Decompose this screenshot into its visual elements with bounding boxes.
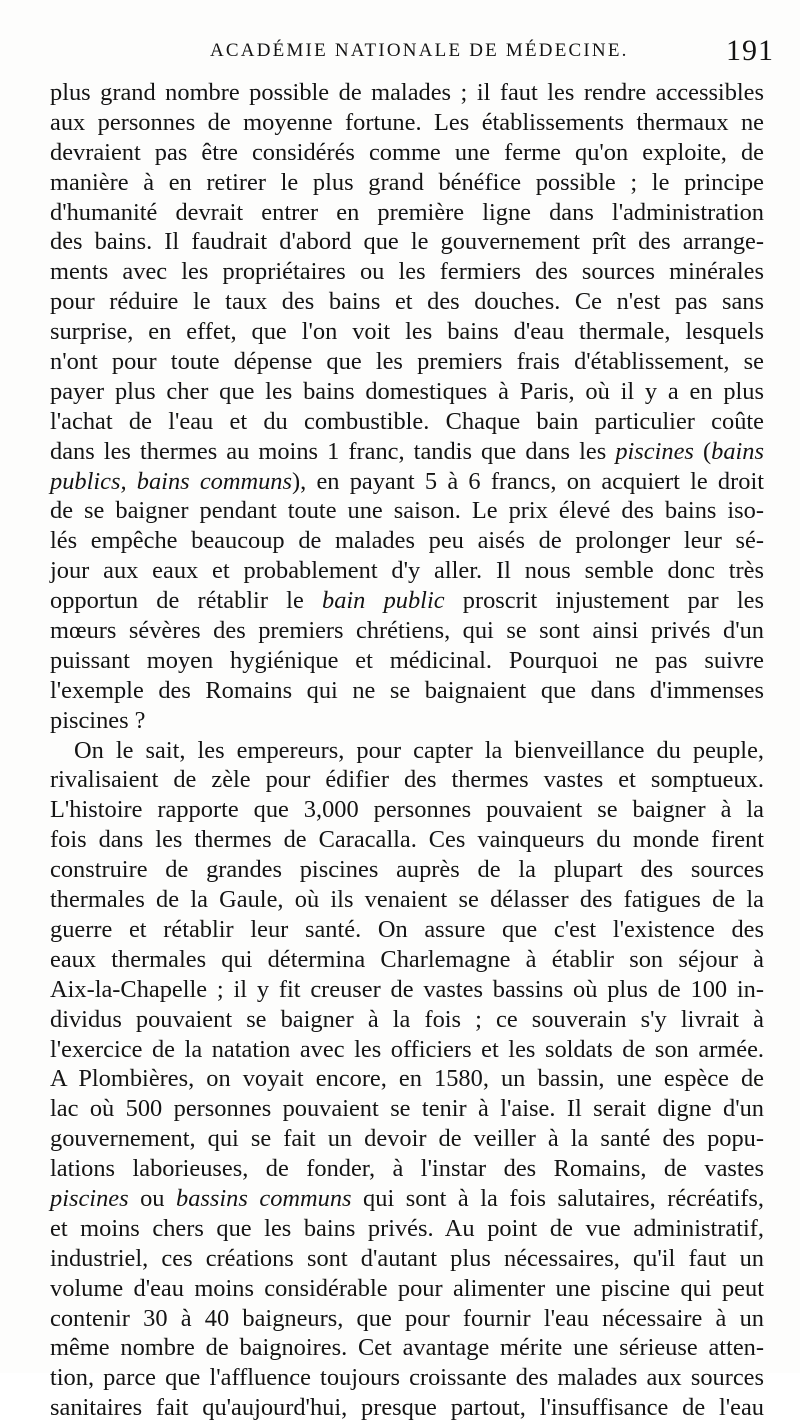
text-line: surprise, en effet, que l'on voit les bains d'eau thermale, lesquels <box>50 318 764 346</box>
text-line: piscines ou bassins communs qui sont à la fois salutaires, récréatifs, <box>50 1184 765 1212</box>
text-line: construire de grandes piscines auprès de la plupart des sources <box>50 856 764 884</box>
text-line: lac où 500 personnes pouvaient se tenir à l'aise. Il serait digne d'un <box>50 1095 764 1123</box>
text-line: manière à en retirer le plus grand bénéfice possible ; le principe <box>50 168 764 196</box>
text-line: jour aux eaux et probablement d'y aller. Il nous semble donc très <box>50 557 764 585</box>
text-line: volume d'eau moins considérable pour alimenter une piscine qui peut <box>50 1274 764 1302</box>
page-header <box>0 34 800 74</box>
text-line: puissant moyen hygiénique et médicinal. Pourquoi ne pas suivre <box>50 646 764 674</box>
text-line: mœurs sévères des premiers chrétiens, qui se sont ainsi privés d'un <box>50 617 764 645</box>
text-line: ments avec les propriétaires ou les fermiers des sources minérales <box>50 258 764 286</box>
text-line: Aix-la-Chapelle ; il y fit creuser de vastes bassins où plus de 100 in- <box>50 975 764 1003</box>
body-text <box>50 78 764 1423</box>
text-line: contenir 30 à 40 baigneurs, que pour fournir l'eau nécessaire à un <box>50 1304 764 1332</box>
text-line: de se baigner pendant toute une saison. Le prix élevé des bains iso- <box>50 497 764 525</box>
text-line: publics, bains communs), en payant 5 à 6 francs, on acquiert le droit <box>50 467 764 495</box>
text-line: devraient pas être considérés comme une ferme qu'on exploite, de <box>50 138 764 166</box>
text-line: l'exemple des Romains qui ne se baignaient que dans d'immenses <box>50 676 764 704</box>
text-line: tion, parce que l'affluence toujours croissante des malades aux sources <box>50 1364 764 1392</box>
text-line: A Plombières, on voyait encore, en 1580, un bassin, une espèce de <box>50 1065 764 1093</box>
text-line: sanitaires fait qu'aujourd'hui, presque partout, l'insuffisance de l'eau <box>50 1394 764 1422</box>
text-line: lations laborieuses, de fonder, à l'instar des Romains, de vastes <box>50 1155 764 1183</box>
text-line: plus grand nombre possible de malades ; il faut les rendre accessibles <box>50 79 764 106</box>
text-line: guerre et rétablir leur santé. On assure que c'est l'existence des <box>50 915 764 943</box>
text-line: On le sait, les empereurs, pour capter la bienveillance du peuple, <box>74 736 764 764</box>
text-line: payer plus cher que les bains domestiques à Paris, où il y a en plus <box>50 377 764 405</box>
text-line: opportun de rétablir le bain public proscrit injustement par les <box>50 587 764 615</box>
text-line: L'histoire rapporte que 3,000 personnes pouvaient se baigner à la <box>50 796 764 824</box>
text-line: et moins chers que les bains privés. Au point de vue administratif, <box>50 1214 764 1242</box>
text-line: des bains. Il faudrait d'abord que le gouvernement prît des arrange- <box>50 228 764 256</box>
text-line: l'exercice de la natation avec les officiers et les soldats de son armée. <box>50 1035 764 1063</box>
page-number: 191 <box>726 34 774 67</box>
text-line: aux personnes de moyenne fortune. Les établissements thermaux ne <box>50 108 764 136</box>
text-line: dans les thermes au moins 1 franc, tandis que dans les piscines (bains <box>50 437 764 465</box>
text-line: gouvernement, qui se fait un devoir de veiller à la santé des popu- <box>50 1125 764 1153</box>
text-line: fois dans les thermes de Caracalla. Ces vainqueurs du monde firent <box>50 826 764 854</box>
text-line: lés empêche beaucoup de malades peu aisés de prolonger leur sé- <box>50 527 764 555</box>
text-line: dividus pouvaient se baigner à la fois ; ce souverain s'y livrait à <box>50 1005 764 1033</box>
running-title: ACADÉMIE NATIONALE DE MÉDECINE. <box>210 40 629 61</box>
text-line: n'ont pour toute dépense que les premiers frais d'établissement, se <box>50 348 764 376</box>
text-line: eaux thermales qui détermina Charlemagne à établir son séjour à <box>50 945 764 973</box>
text-line: thermales de la Gaule, où ils venaient se délasser des fatigues de la <box>50 886 764 914</box>
text-line: même nombre de baignoires. Cet avantage mérite une sérieuse atten- <box>50 1334 764 1362</box>
text-line: pour réduire le taux des bains et des douches. Ce n'est pas sans <box>50 288 764 316</box>
text-line: piscines ? <box>50 706 146 734</box>
text-line: l'achat de l'eau et du combustible. Chaque bain particulier coûte <box>50 407 764 435</box>
text-line: d'humanité devrait entrer en première ligne dans l'administration <box>50 198 764 226</box>
text-line: industriel, ces créations sont d'autant plus nécessaires, qu'il faut un <box>50 1244 764 1272</box>
text-line: rivalisaient de zèle pour édifier des thermes vastes et somptueux. <box>50 766 764 794</box>
